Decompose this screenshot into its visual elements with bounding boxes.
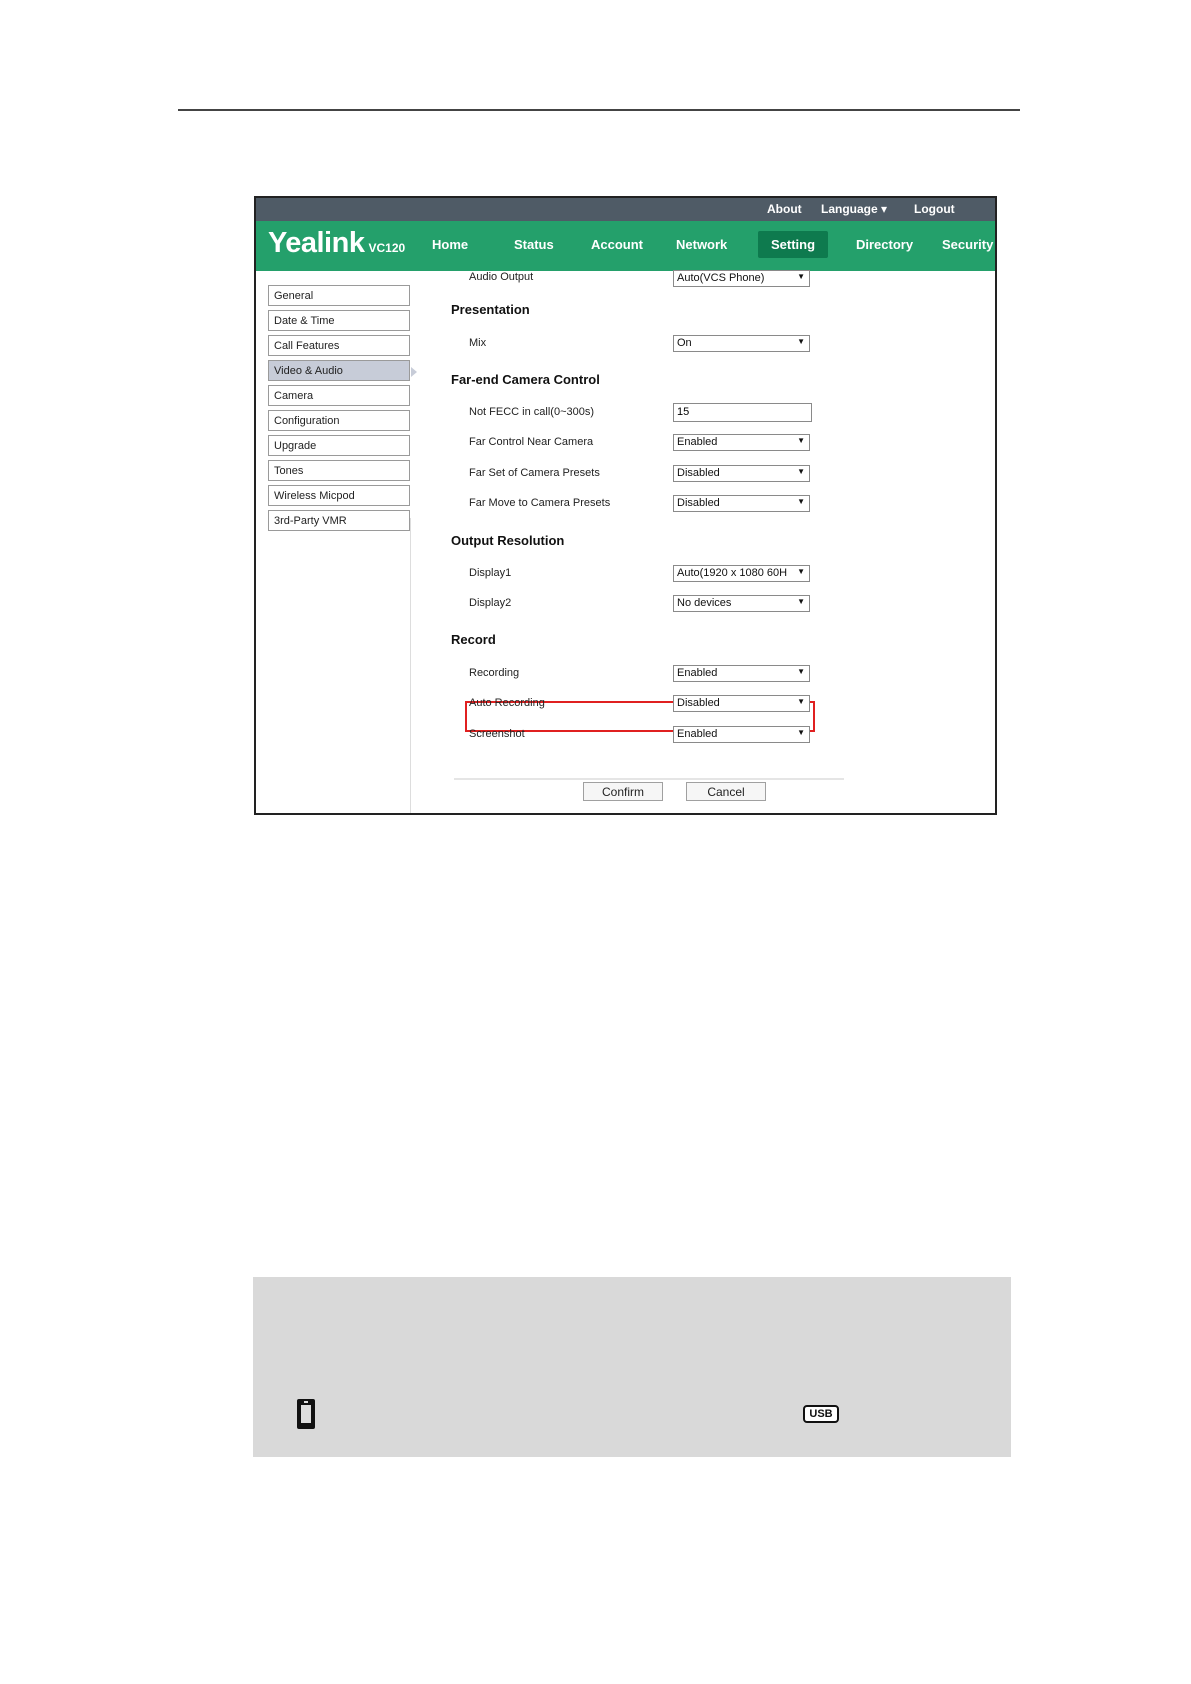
far-control-value: Enabled — [677, 436, 718, 448]
note-box — [253, 1277, 1011, 1457]
usb-badge-icon: USB — [803, 1405, 839, 1423]
output-resolution-title: Output Resolution — [451, 533, 565, 548]
recording-select[interactable] — [673, 665, 810, 682]
dropdown-arrow-icon: ▼ — [797, 436, 805, 445]
record-title: Record — [451, 632, 496, 647]
dropdown-arrow-icon: ▼ — [797, 567, 805, 576]
sidebar-item-3rd-party-vmr[interactable]: 3rd-Party VMR — [268, 510, 410, 531]
dropdown-arrow-icon: ▼ — [797, 667, 805, 676]
sidebar-item-wireless-micpod[interactable]: Wireless Micpod — [268, 485, 410, 506]
display1-value: Auto(1920 x 1080 60H — [677, 567, 788, 579]
dropdown-arrow-icon: ▼ — [797, 497, 805, 506]
cancel-button[interactable]: Cancel — [686, 782, 766, 801]
not-fecc-input[interactable]: 15 — [673, 403, 812, 422]
sidebar-item-tones[interactable]: Tones — [268, 460, 410, 481]
nav-account[interactable]: Account — [591, 237, 643, 252]
sidebar-item-camera[interactable]: Camera — [268, 385, 410, 406]
sidebar-item-call-features[interactable]: Call Features — [268, 335, 410, 356]
display2-select[interactable] — [673, 595, 810, 612]
mix-label: Mix — [469, 337, 487, 349]
dropdown-arrow-icon: ▼ — [797, 728, 805, 737]
settings-form — [451, 271, 851, 801]
far-set-value: Disabled — [677, 467, 720, 479]
active-pointer-icon — [411, 367, 417, 377]
language-menu[interactable]: Language ▾ — [821, 202, 888, 216]
audio-output-label: Audio Output — [469, 271, 534, 283]
yealink-logo — [268, 227, 405, 260]
sidebar-item-upgrade[interactable]: Upgrade — [268, 435, 410, 456]
not-fecc-label: Not FECC in call(0~300s) — [469, 406, 595, 418]
about-link[interactable]: About — [767, 202, 802, 216]
presentation-title: Presentation — [451, 302, 530, 317]
sidebar-divider — [410, 518, 411, 815]
recording-label: Recording — [469, 667, 520, 679]
nav-home[interactable]: Home — [432, 237, 469, 252]
main-nav — [256, 221, 995, 271]
auto-recording-label: Auto Recording — [469, 697, 545, 709]
nav-setting[interactable]: Setting — [758, 231, 828, 258]
logout-link[interactable]: Logout — [914, 202, 955, 216]
nav-directory[interactable]: Directory — [856, 237, 914, 252]
dropdown-arrow-icon: ▼ — [797, 337, 805, 346]
far-control-select[interactable] — [673, 434, 810, 451]
far-control-label: Far Control Near Camera — [469, 436, 594, 448]
dropdown-arrow-icon: ▼ — [797, 272, 805, 281]
auto-recording-select[interactable] — [673, 695, 810, 712]
dropdown-arrow-icon: ▼ — [797, 697, 805, 706]
brand-name: Yealink — [268, 227, 365, 259]
mix-select[interactable] — [673, 335, 810, 352]
usb-icon-connector — [304, 1401, 308, 1403]
display1-label: Display1 — [469, 567, 512, 579]
dropdown-arrow-icon: ▼ — [797, 597, 805, 606]
web-ui-screenshot — [254, 196, 997, 815]
sidebar-item-configuration[interactable]: Configuration — [268, 410, 410, 431]
sidebar-item-label: Video & Audio — [274, 365, 343, 377]
nav-network[interactable]: Network — [676, 237, 728, 252]
nav-security[interactable]: Security — [942, 237, 994, 252]
far-move-label: Far Move to Camera Presets — [469, 497, 611, 509]
audio-output-select[interactable] — [673, 270, 810, 287]
confirm-button[interactable]: Confirm — [583, 782, 663, 801]
display2-label: Display2 — [469, 597, 512, 609]
screenshot-value: Enabled — [677, 728, 718, 740]
far-set-label: Far Set of Camera Presets — [469, 467, 600, 479]
mix-value: On — [677, 337, 692, 349]
fecc-title: Far-end Camera Control — [451, 372, 600, 387]
auto-recording-value: Disabled — [677, 697, 720, 709]
far-move-value: Disabled — [677, 497, 720, 509]
top-bar — [256, 198, 995, 221]
brand-model: VC120 — [368, 241, 406, 255]
screenshot-select[interactable] — [673, 726, 810, 743]
audio-output-value: Auto(VCS Phone) — [677, 272, 765, 284]
display2-value: No devices — [677, 597, 732, 609]
far-set-select[interactable] — [673, 465, 810, 482]
sidebar-item-date-time[interactable]: Date & Time — [268, 310, 410, 331]
scroll-fade — [454, 778, 844, 780]
sidebar-item-general[interactable]: General — [268, 285, 410, 306]
display1-select[interactable] — [673, 565, 810, 582]
usb-flash-drive-icon — [297, 1399, 315, 1429]
usb-icon-body — [301, 1405, 311, 1423]
dropdown-arrow-icon: ▼ — [797, 467, 805, 476]
far-move-select[interactable] — [673, 495, 810, 512]
sidebar-item-video-audio[interactable] — [268, 360, 410, 381]
recording-value: Enabled — [677, 667, 718, 679]
screenshot-label: Screenshot — [469, 728, 525, 740]
page-header-rule — [178, 109, 1020, 111]
nav-status[interactable]: Status — [514, 237, 554, 252]
